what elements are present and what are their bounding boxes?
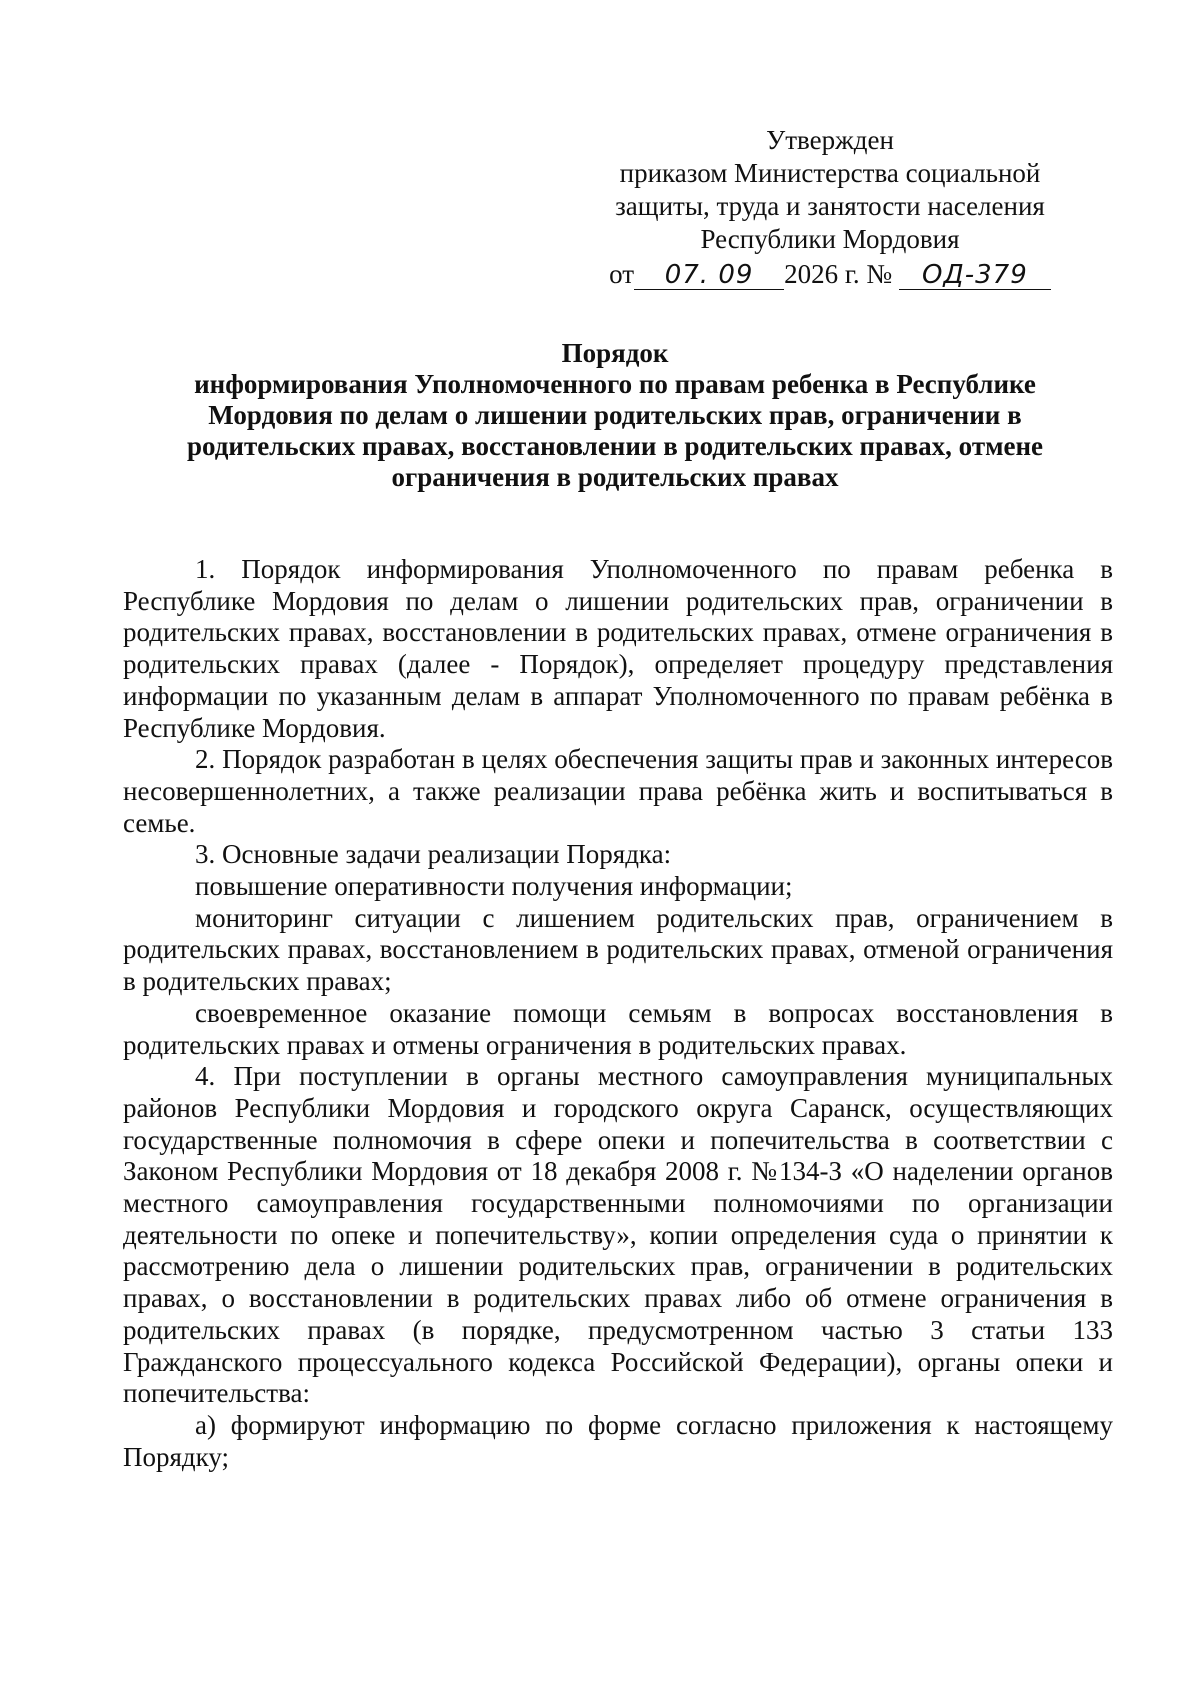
date-prefix: от — [609, 259, 635, 289]
handwritten-order-number: ОД-379 — [899, 261, 1051, 290]
approval-line-republic: Республики Мордовия — [700, 224, 960, 254]
document-title — [130, 338, 1100, 493]
approval-line-approved: Утвержден — [766, 125, 894, 155]
task-item-3: своевременное оказание помощи семьям в вопросах восстановления в родительских правах и отмены ограничения в родительских правах. — [123, 997, 1113, 1060]
paragraph-4: 4. При поступлении в органы местного самоуправления муниципальных районов Республики Мордовия и городского округа Саранск, осуществляющих государственные полномочия в сфере опеки и попечительства в соответствии с Законом Республики Мордовия от 18 декабря 2008 г. №134-З «О наделении органов местного самоуправления государственными полномочиями по организации деятельности по опеке и попечительству», копии определения суда о принятии к рассмотрению дела о лишении родительских прав, ограничении в родительских правах, о восстановлении в родительских правах либо об отмене ограничения в родительских правах (в порядке, предусмотренном частью 3 статьи 133 Гражданского процессуального кодекса Российской Федерации), органы опеки и попечительства: — [123, 1061, 1113, 1409]
paragraph-2: 2. Порядок разработан в целях обеспечения защиты прав и законных интересов несовершеннолетних, а также реализации права ребёнка жить и воспитываться в семье. — [123, 744, 1113, 838]
title-line-4: родительских правах, восстановлении в родительских правах, отмене — [186, 431, 1044, 461]
title-line-1: Порядок — [561, 338, 669, 368]
approval-block — [560, 124, 1100, 291]
handwritten-date: 07. 09 — [634, 261, 784, 290]
approval-line-order: приказом Министерства социальной — [619, 158, 1041, 188]
task-item-2: мониторинг ситуации с лишением родительских прав, ограничением в родительских правах, восстановлением в родительских правах, отменой ограничения в родительских правах; — [123, 902, 1113, 997]
paragraph-3: 3. Основные задачи реализации Порядка: — [195, 839, 672, 870]
title-line-3: Мордовия по делам о лишении родительских прав, ограничении в — [208, 400, 1022, 430]
document-body — [123, 554, 1113, 1473]
approval-date-line — [560, 258, 1100, 291]
paragraph-1: 1. Порядок информирования Уполномоченного по правам ребенка в Республике Мордовия по делам о лишении родительских прав, ограничении в родительских правах, восстановлении в родительских правах, отмене ограничения в родительских правах (далее - Порядок), определяет процедуру представления информации по указанным делам в аппарат Уполномоченного по правам ребёнка в Республике Мордовия. — [123, 554, 1113, 743]
approval-line-ministry: защиты, труда и занятости населения — [615, 191, 1045, 221]
task-item-1: повышение оперативности получения информации; — [195, 871, 793, 902]
title-line-5: ограничения в родительских правах — [391, 462, 839, 492]
title-line-2: информирования Уполномоченного по правам ребенка в Республике — [194, 369, 1036, 399]
year-and-number-label: 2026 г. № — [784, 259, 893, 289]
paragraph-4-item-a: а) формируют информацию по форме согласно приложения к настоящему Порядку; — [123, 1409, 1113, 1472]
